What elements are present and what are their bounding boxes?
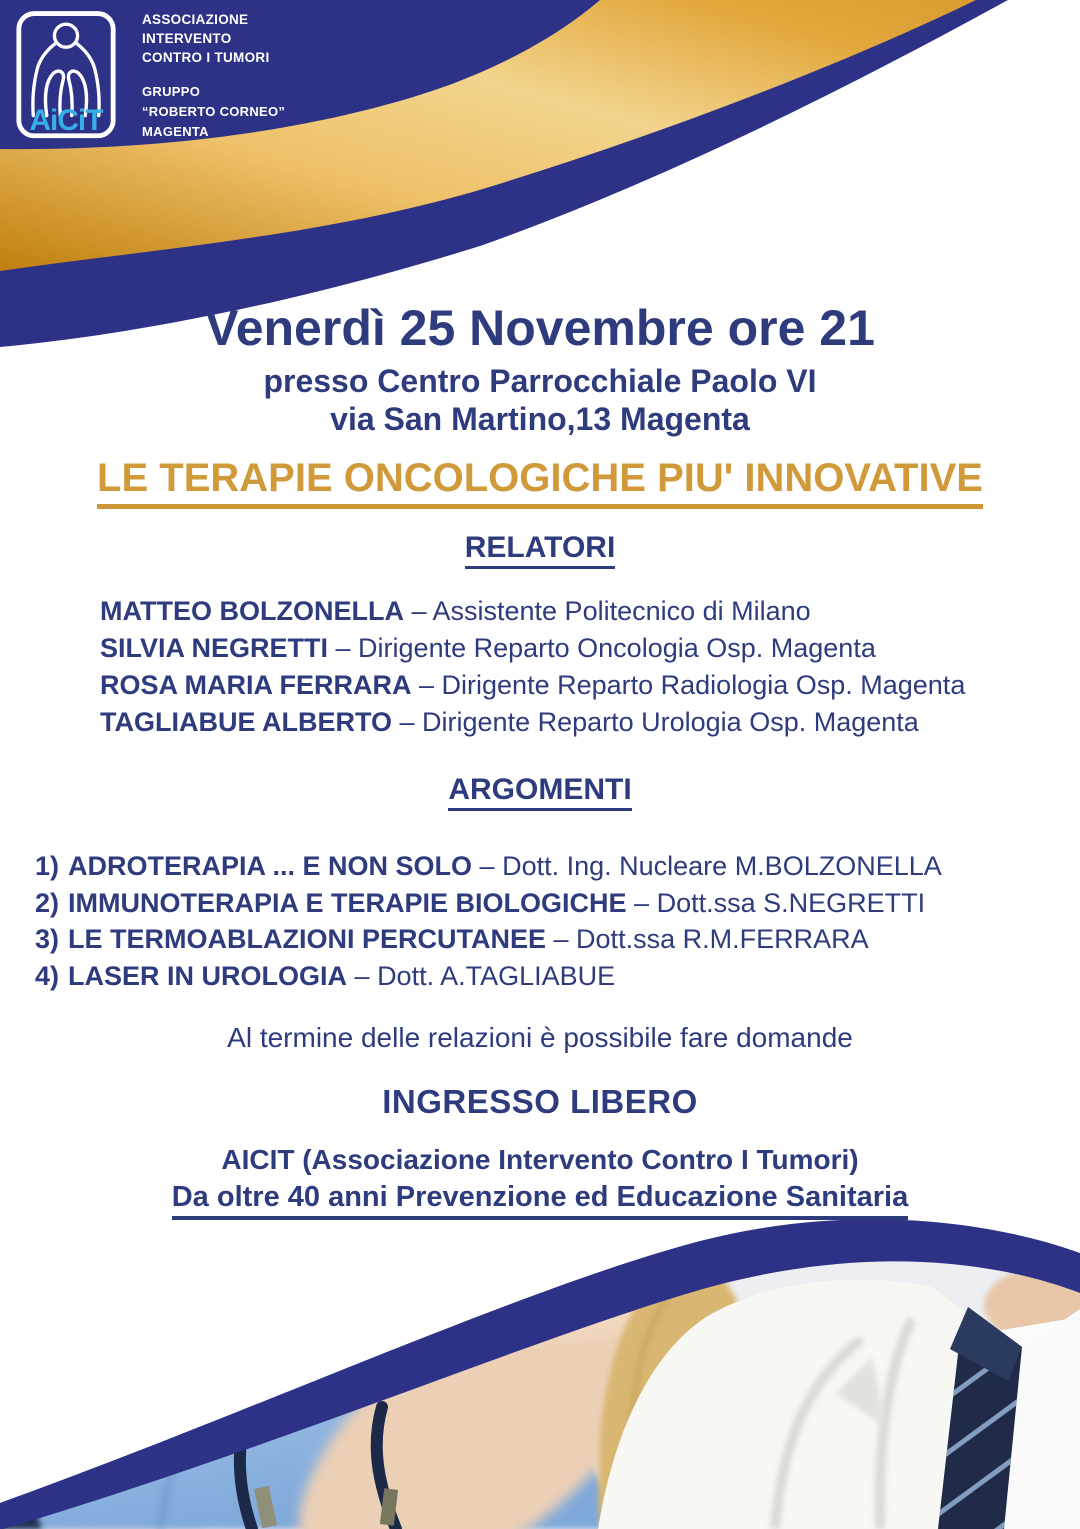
- speaker-name: ROSA MARIA FERRARA: [100, 670, 412, 700]
- logo-abbreviation: AiCiT: [29, 104, 103, 137]
- speaker-item: [100, 593, 965, 630]
- speaker-item: [100, 630, 965, 667]
- speaker-item: [100, 667, 965, 704]
- speaker-item: [100, 704, 965, 741]
- event-address: via San Martino,13 Magenta: [330, 401, 750, 437]
- association-line: INTERVENTO: [142, 31, 232, 46]
- topic-title: ADROTERAPIA ... E NON SOLO: [68, 851, 473, 881]
- topic-presenter: Dott.ssa S.NEGRETTI: [656, 887, 926, 918]
- topic-number: 3): [35, 924, 60, 954]
- speakers-list: [100, 593, 965, 741]
- speaker-name: TAGLIABUE ALBERTO: [100, 707, 392, 737]
- event-main-title-text: LE TERAPIE ONCOLOGICHE PIU' INNOVATIVE: [97, 456, 983, 509]
- organization-tagline: Da oltre 40 anni Prevenzione ed Educazione Sanitaria: [0, 1181, 1080, 1220]
- speaker-role: Dirigente Reparto Radiologia Osp. Magenta: [441, 670, 966, 700]
- organization-name: AICIT (Associazione Intervento Contro I Tumori): [221, 1144, 859, 1175]
- speaker-name: SILVIA NEGRETTI: [100, 633, 329, 663]
- aicit-logo: [15, 8, 117, 150]
- speaker-role: Dirigente Reparto Oncologia Osp. Magenta: [358, 633, 876, 663]
- speaker-name: MATTEO BOLZONELLA: [100, 596, 404, 626]
- questions-note: Al termine delle relazioni è possibile fare domande: [227, 1022, 853, 1053]
- event-datetime: Venerdì 25 Novembre ore 21: [205, 300, 875, 356]
- association-line: ASSOCIAZIONE: [142, 12, 249, 27]
- topic-presenter: Dott. A.TAGLIABUE: [377, 960, 616, 991]
- separator: –: [347, 960, 378, 991]
- bottom-photo-decoration: [0, 1189, 1080, 1529]
- speaker-role: Dirigente Reparto Urologia Osp. Magenta: [422, 707, 919, 737]
- free-admission: INGRESSO LIBERO: [382, 1083, 698, 1120]
- relatori-heading: RELATORI: [0, 531, 1080, 569]
- topic-title: LASER IN UROLOGIA: [68, 960, 348, 991]
- topic-number: 2): [35, 887, 60, 918]
- separator: –: [411, 670, 442, 700]
- person-figure-icon: [33, 24, 99, 115]
- topics-list: [35, 848, 942, 994]
- separator: –: [546, 924, 577, 954]
- separator: –: [626, 887, 657, 918]
- topic-number: 1): [35, 851, 60, 881]
- group-line: GRUPPO: [142, 84, 201, 99]
- topic-title: LE TERMOABLAZIONI PERCUTANEE: [68, 924, 547, 954]
- group-line: “ROBERTO CORNEO”: [142, 104, 286, 119]
- association-line: CONTRO I TUMORI: [142, 50, 270, 65]
- group-line: MAGENTA: [142, 124, 209, 139]
- topic-item: [35, 848, 942, 885]
- separator: –: [328, 633, 359, 663]
- topic-item: [35, 958, 942, 995]
- topic-title: IMMUNOTERAPIA E TERAPIE BIOLOGICHE: [68, 887, 627, 918]
- topic-presenter: Dott. Ing. Nucleare M.BOLZONELLA: [502, 851, 942, 881]
- event-main-title: [0, 456, 1080, 509]
- group-name-block: [142, 82, 285, 142]
- speaker-role: Assistente Politecnico di Milano: [432, 596, 811, 626]
- topic-item: [35, 885, 942, 922]
- topic-number: 4): [35, 960, 60, 991]
- aicit-logo-icon: [15, 8, 117, 150]
- event-venue: presso Centro Parrocchiale Paolo VI: [263, 363, 817, 399]
- separator: –: [392, 707, 423, 737]
- association-name-block: [142, 10, 285, 142]
- topic-item: [35, 921, 942, 958]
- topic-presenter: Dott.ssa R.M.FERRARA: [576, 924, 869, 954]
- separator: –: [403, 596, 433, 626]
- argomenti-heading: ARGOMENTI: [0, 773, 1080, 811]
- separator: –: [472, 851, 503, 881]
